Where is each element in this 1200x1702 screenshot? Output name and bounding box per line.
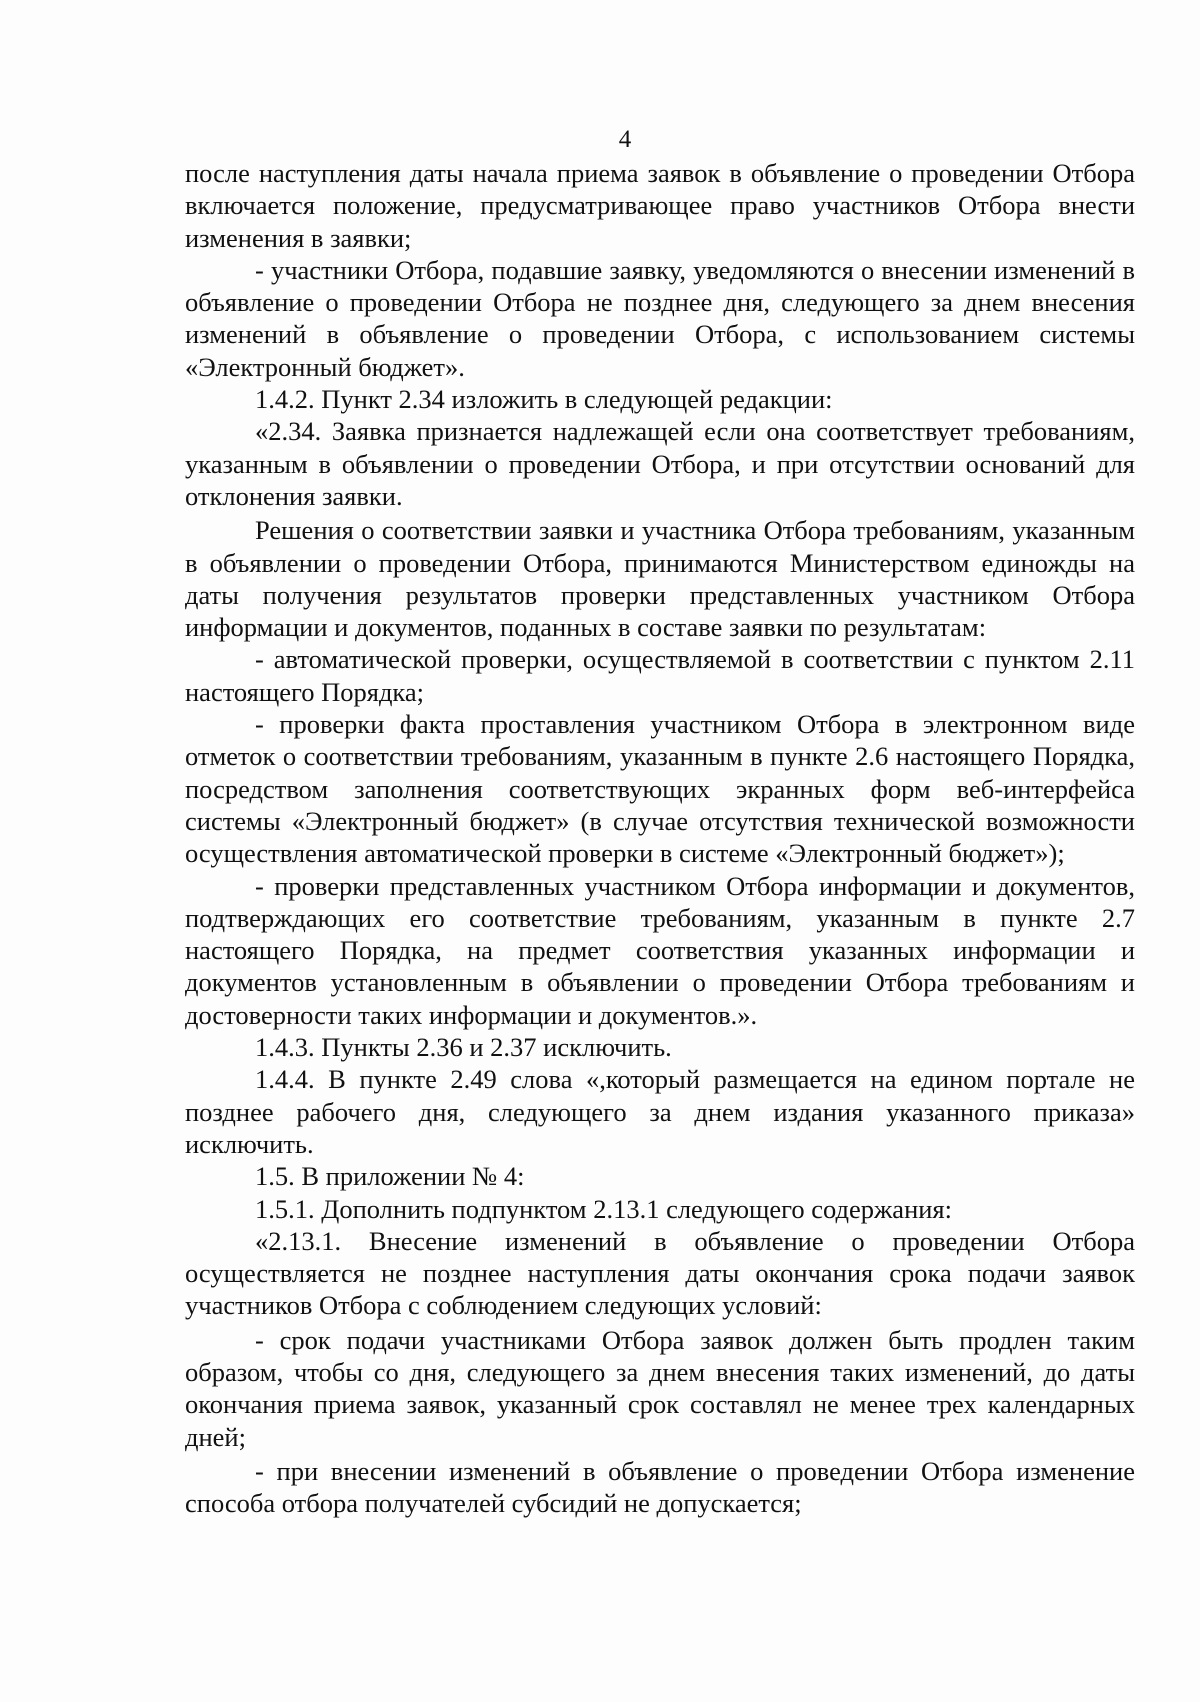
paragraph-clause-2-34: «2.34. Заявка признается надлежащей если она соответствует требованиям, указанным в объявлении о проведении Отбора, и при отсутствии оснований для отклонения заявки. — [185, 416, 1135, 511]
paragraph-list-item: - проверки представленных участником Отбора информации и документов, подтверждающих его соответствие требованиям, указанным в пункте 2.7 настоящего Порядка, на предмет соответствия указанных информации и документов установленным в объявлении о проведении Отбора требованиям и достоверности таких информации и документов.». — [185, 870, 1135, 1030]
paragraph-clause-1-5: 1.5. В приложении № 4: — [255, 1161, 525, 1192]
paragraph-list-item: - срок подачи участниками Отбора заявок должен быть продлен таким образом, чтобы со дня, следующего за днем внесения таких изменений, до даты окончания приема заявок, указанный срок составлял не менее трех календарных дней; — [185, 1324, 1135, 1452]
paragraph-clause-1-4-2: 1.4.2. Пункт 2.34 изложить в следующей редакции: — [255, 384, 833, 415]
paragraph-list-item: - автоматической проверки, осуществляемой в соответствии с пунктом 2.11 настоящего Порядка; — [185, 644, 1135, 707]
document-body — [185, 157, 1135, 1519]
paragraph-clause-1-5-1: 1.5.1. Дополнить подпунктом 2.13.1 следующего содержания: — [255, 1193, 952, 1224]
paragraph-clause-1-4-3: 1.4.3. Пункты 2.36 и 2.37 исключить. — [255, 1032, 672, 1063]
page-number: 4 — [618, 126, 632, 153]
paragraph-decisions: Решения о соответствии заявки и участника Отбора требованиям, указанным в объявлении о проведении Отбора, принимаются Министерством единожды на даты получения результатов проверки представленных участником Отбора информации и документов, поданных в составе заявки по результатам: — [185, 515, 1135, 643]
paragraph-list-item: - проверки факта проставления участником Отбора в электронном виде отметок о соответствии требованиям, указанным в пункте 2.6 настоящего Порядка, посредством заполнения соответствующих экранных форм веб-интерфейса системы «Электронный бюджет» (в случае отсутствия технической возможности осуществления автоматической проверки в системе «Электронный бюджет»); — [185, 709, 1135, 869]
paragraph-clause-2-13-1: «2.13.1. Внесение изменений в объявление о проведении Отбора осуществляется не позднее наступления даты окончания срока подачи заявок участников Отбора с соблюдением следующих условий: — [185, 1225, 1135, 1321]
paragraph-list-item: - участники Отбора, подавшие заявку, уведомляются о внесении изменений в объявление о проведении Отбора не позднее дня, следующего за днем внесения изменений в объявление о проведении Отбора, с использованием системы «Электронный бюджет». — [185, 254, 1135, 382]
paragraph-clause-1-4-4: 1.4.4. В пункте 2.49 слова «,который размещается на едином портале не позднее рабочего дня, следующего за днем издания указанного приказа» исключить. — [185, 1064, 1135, 1159]
paragraph-continuation: после наступления даты начала приема заявок в объявление о проведении Отбора включается положение, предусматривающее право участников Отбора внести изменения в заявки; — [185, 158, 1135, 253]
paragraph-list-item: - при внесении изменений в объявление о проведении Отбора изменение способа отбора получателей субсидий не допускается; — [185, 1455, 1135, 1519]
